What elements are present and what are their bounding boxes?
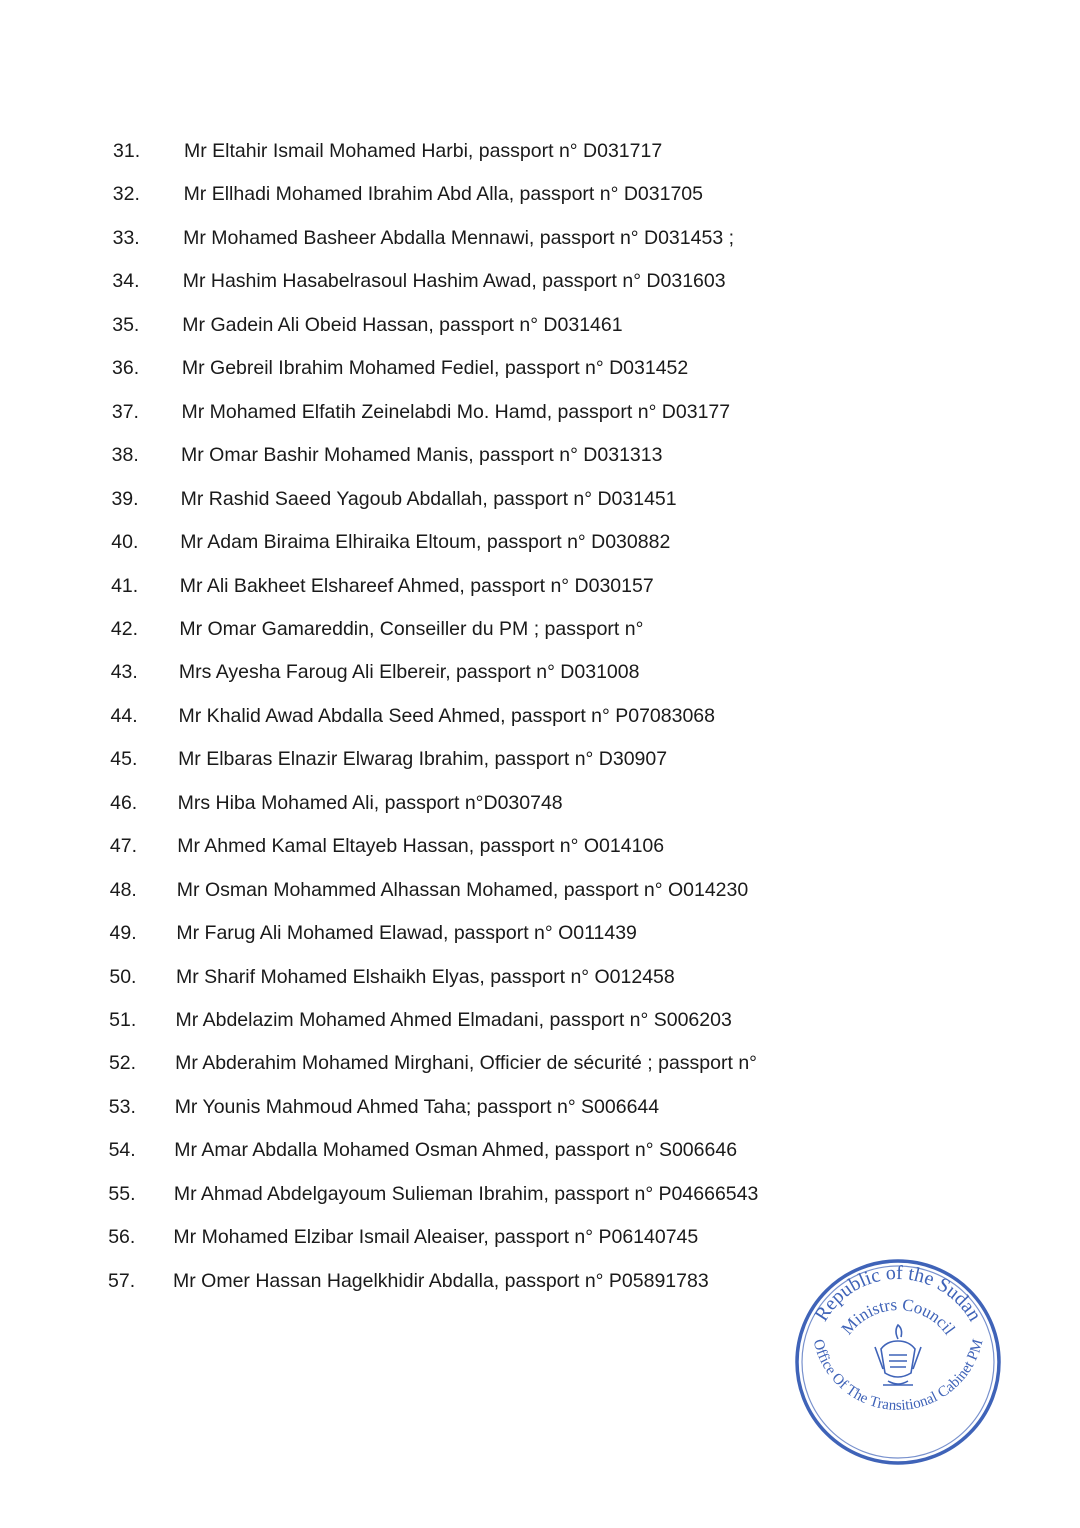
item-number: 56. [108, 1226, 136, 1249]
item-text: Mr Rashid Saeed Yagoub Abdallah, passport n° D031451 [180, 487, 677, 510]
item-text: Mr Amar Abdalla Mohamed Osman Ahmed, passport n° S006646 [174, 1139, 738, 1162]
item-text: Mr Abdelazim Mohamed Ahmed Elmadani, passport n° S006203 [175, 1009, 732, 1031]
stamp-text-middle: Ministrs Council [837, 1294, 959, 1339]
item-text: Mrs Ayesha Faroug Ali Elbereir, passport n° D031008 [178, 661, 640, 684]
item-number: 51. [109, 1009, 137, 1031]
item-text: Mr Abderahim Mohamed Mirghani, Officier de sécurité ; passport n° [175, 1052, 757, 1075]
item-text: Mr Gebreil Ibrahim Mohamed Fediel, passport n° D031452 [181, 357, 689, 380]
item-text: Mrs Hiba Mohamed Ali, passport n°D030748 [177, 791, 563, 814]
item-number: 42. [110, 617, 138, 640]
item-number: 49. [109, 922, 137, 945]
item-number: 34. [112, 270, 140, 293]
item-text: Mr Elbaras Elnazir Elwarag Ibrahim, passport n° D30907 [178, 748, 668, 771]
item-text: Mr Mohamed Basheer Abdalla Mennawi, passport n° D031453 ; [183, 226, 734, 249]
item-text: Mr Hashim Hasabelrasoul Hashim Awad, passport n° D031603 [182, 270, 726, 293]
item-number: 33. [112, 226, 140, 249]
item-number: 40. [111, 531, 139, 554]
item-number: 52. [108, 1052, 137, 1075]
item-number: 45. [110, 748, 138, 771]
item-number: 35. [112, 313, 140, 336]
item-text: Mr Gadein Ali Obeid Hassan, passport n° D031461 [182, 313, 623, 336]
item-text: Mr Omar Gamareddin, Conseiller du PM ; passport n° [179, 617, 644, 640]
item-text: Mr Omer Hassan Hagelkhidir Abdalla, passport n° P05891783 [173, 1269, 709, 1292]
item-text: Mr Younis Mahmoud Ahmed Taha; passport n° S006644 [174, 1095, 660, 1118]
stamp-seal-icon [793, 1257, 1003, 1467]
item-number: 43. [110, 661, 138, 684]
item-text: Mr Ahmad Abdelgayoum Sulieman Ibrahim, passport n° P04666543 [173, 1182, 759, 1205]
item-number: 36. [112, 357, 140, 380]
item-text: Mr Adam Biraima Elhiraika Eltoum, passport n° D030882 [180, 531, 671, 554]
item-number: 37. [111, 400, 139, 423]
item-text: Mr Ellhadi Mohamed Ibrahim Abd Alla, passport n° D031705 [183, 183, 703, 206]
item-text: Mr Ahmed Kamal Eltayeb Hassan, passport n° O014106 [177, 835, 665, 858]
item-number: 38. [111, 444, 139, 467]
item-number: 31. [113, 140, 141, 162]
emblem-icon [875, 1325, 921, 1385]
item-number: 53. [108, 1095, 136, 1118]
item-text: Mr Mohamed Elzibar Ismail Aleaiser, passport n° P06140745 [173, 1226, 699, 1249]
item-number: 39. [111, 487, 139, 510]
item-number: 32. [112, 183, 140, 206]
stamp-text-top: Republic of the Sudan [810, 1261, 986, 1326]
item-number: 50. [109, 965, 137, 988]
item-text: Mr Omar Bashir Mohamed Manis, passport n° D031313 [181, 444, 663, 467]
item-number: 44. [110, 704, 138, 727]
item-number: 54. [108, 1139, 136, 1162]
official-stamp [793, 1257, 1003, 1467]
item-text: Mr Sharif Mohamed Elshaikh Elyas, passport n° O012458 [175, 965, 675, 988]
item-number: 47. [109, 835, 138, 858]
item-number: 46. [110, 791, 138, 814]
item-number: 48. [109, 878, 137, 901]
stamp-text-bottom: Office Of The Transitional Cabinet PM [809, 1337, 987, 1414]
item-number: 55. [108, 1182, 136, 1205]
item-number: 57. [108, 1269, 136, 1292]
item-text: Mr Khalid Awad Abdalla Seed Ahmed, passport n° P07083068 [178, 704, 715, 727]
item-text: Mr Eltahir Ismail Mohamed Harbi, passport n° D031717 [184, 140, 663, 162]
item-text: Mr Farug Ali Mohamed Elawad, passport n° O011439 [176, 922, 637, 945]
item-text: Mr Osman Mohammed Alhassan Mohamed, passport n° O014230 [176, 878, 749, 901]
item-text: Mr Ali Bakheet Elshareef Ahmed, passport n° D030157 [179, 574, 654, 597]
item-number: 41. [111, 574, 139, 597]
item-text: Mr Mohamed Elfatih Zeinelabdi Mo. Hamd, passport n° D03177 [181, 400, 731, 423]
